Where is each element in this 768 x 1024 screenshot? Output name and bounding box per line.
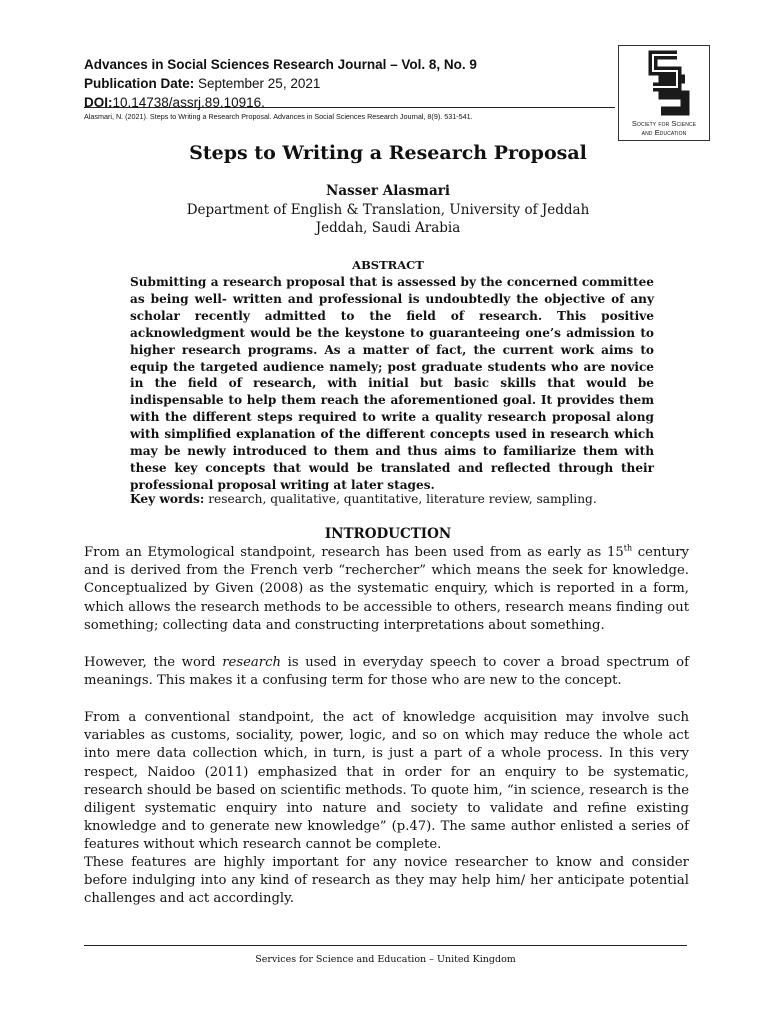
author-affiliation	[84, 202, 692, 237]
publication-date	[84, 74, 614, 93]
introduction-heading: INTRODUCTION	[324, 526, 452, 542]
publication-date-label: Publication Date:	[84, 76, 195, 91]
doi-label: DOI:	[84, 95, 113, 110]
logo-line-2: and Education	[641, 128, 687, 137]
logo-line-1: Society for Science	[631, 119, 697, 128]
keywords	[130, 492, 654, 506]
publication-date-value: September 25, 2021	[194, 76, 321, 91]
keywords-label: Key words:	[130, 492, 205, 506]
citation-line: Alasmari, N. (2021). Steps to Writing a Research Proposal. Advances in Social Sciences Research Journal, 8(9). 531-541.	[84, 112, 473, 121]
author-name: Nasser Alasmari	[326, 183, 450, 199]
page-footer: Services for Science and Education – United Kingdom	[255, 954, 516, 965]
logo-caption	[619, 119, 709, 137]
publisher-logo	[618, 45, 710, 141]
header-divider	[84, 107, 615, 108]
journal-name: Advances in Social Sciences Research Journal – Vol. 8, No. 9	[84, 57, 477, 72]
journal-header	[84, 55, 614, 112]
intro-paragraph-2-part-b: is used in everyday speech to cover a broad spectrum of meanings. This makes it a confusing term for those who are new to the concept.	[84, 655, 689, 689]
intro-paragraph-1-part-b: century and is derived from the French verb “rechercher” which means the seek for knowledge. Conceptualized by Given (2008) as the systematic enquiry, which is reported in a form, which allows the research methods to be accessible to others, research means finding out something; collecting data and constructing interpretations about something.	[84, 545, 689, 633]
abstract-heading: ABSTRACT	[352, 258, 424, 272]
affiliation-line-1: Department of English & Translation, University of Jeddah	[186, 202, 590, 218]
doi	[84, 93, 614, 112]
affiliation-line-2: Jeddah, Saudi Arabia	[315, 219, 461, 236]
intro-paragraph-1-part-a: From an Etymological standpoint, research has been used from as early as 15	[84, 545, 624, 560]
sse-logo-icon	[633, 49, 697, 117]
doi-value[interactable]: 10.14738/assrj.89.10916.	[112, 95, 265, 110]
ordinal-superscript: th	[623, 543, 633, 553]
keywords-value: research, qualitative, quantitative, literature review, sampling.	[204, 492, 597, 506]
intro-paragraph-3: From a conventional standpoint, the act of knowledge acquisition may involve such variables as customs, sociality, power, logic, and so on which may reduce the whole act into mere data collection which, in turn, is just a part of a whole process. In this very respect, Naidoo (2011) emphasized that in order for an enquiry to be systematic, research should be based on scientific methods. To quote him, “in science, research is the diligent systematic enquiry into nature and society to validate and refine existing knowledge and to generate new knowledge” (p.47). The same author enlisted a series of features without which research cannot be complete.	[84, 710, 689, 853]
abstract-text: Submitting a research proposal that is assessed by the concerned committee as being well- written and professional is undoubtedly the objective of any scholar recently admitted to the field of research. This positive acknowledgment would be the keystone to guaranteeing one’s admission to higher research programs. As a matter of fact, the current work aims to equip the targeted audience namely; post graduate students who are novice in the field of research, with initial but basic skills that would be indispensable to help them reach the aforementioned goal. It provides them with the different steps required to write a quality research proposal along with simplified explanation of the different concepts used in research which may be newly introduced to them and thus aims to familiarize them with these key concepts that would be translated and reflected through their professional proposal writing at later stages.	[130, 275, 654, 492]
emphasis-research: research	[222, 655, 281, 670]
intro-paragraph-2	[84, 654, 689, 690]
paper-title: Steps to Writing a Research Proposal	[189, 142, 587, 164]
intro-paragraph-1	[84, 544, 689, 635]
intro-paragraph-4: These features are highly important for any novice researcher to know and consider before indulging into any kind of research as they may help him/ her anticipate potential challenges and act accordingly.	[84, 855, 689, 907]
footer-divider	[84, 945, 687, 946]
intro-paragraph-2-part-a: However, the word	[84, 655, 223, 670]
